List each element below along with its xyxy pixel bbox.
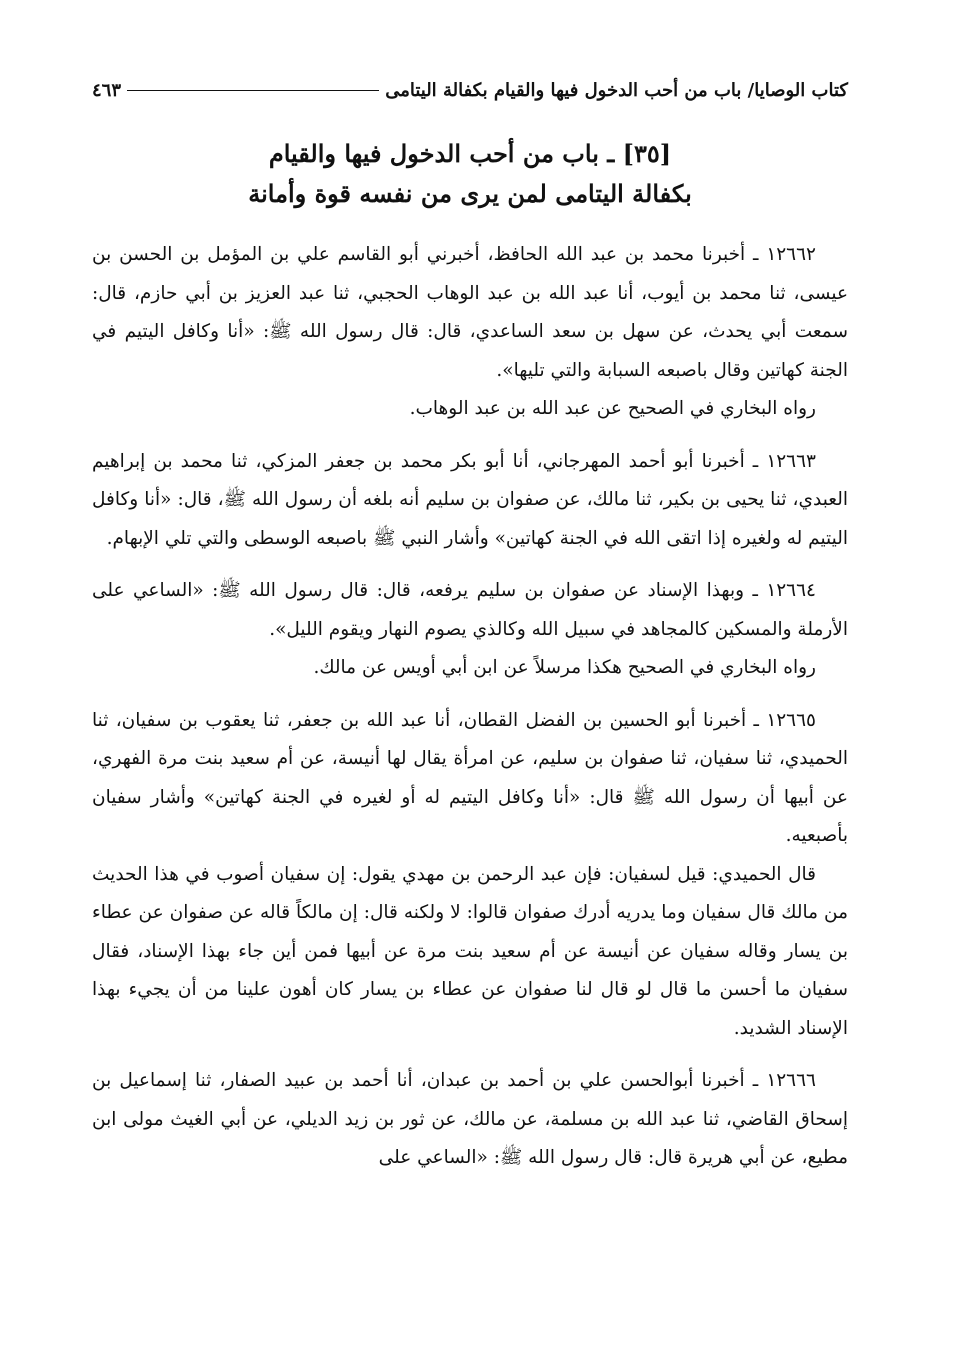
- running-header: [92, 70, 848, 110]
- hadith-12664: ١٢٦٦٤ ـ وبهذا الإسناد عن صفوان بن سليم يرفعه، قال: قال رسول الله ﷺ: «الساعي على الأرملة والمسكين كالمجاهد في سبيل الله وكالذي يصوم النهار ويقوم الليل».: [92, 580, 848, 640]
- book-page: [92, 70, 848, 1350]
- hadith-12663: ١٢٦٦٣ ـ أخبرنا أبو أحمد المهرجاني، أنا أبو بكر محمد بن جعفر المزكي، ثنا محمد بن إبراهيم العبدي، ثنا يحيى بن بكير، ثنا مالك، عن صفوان بن سليم أنه بلغه أن رسول الله ﷺ، قال: «أنا وكافل اليتيم له ولغيره إذا اتقى الله في الجنة كهاتين» وأشار النبي ﷺ باصبعه الوسطى والتي تلي الإبهام.: [92, 450, 848, 549]
- narration-note: رواه البخاري في الصحيح هكذا مرسلاً عن ابن أبي أويس عن مالك.: [313, 657, 816, 678]
- hadith-12662: ١٢٦٦٢ ـ أخبرنا محمد بن عبد الله الحافظ، أخبرني أبو القاسم علي بن المؤمل بن الحسن بن عيسى، ثنا محمد بن أيوب، أنا عبد الله بن عبد الوهاب الحجبي، ثنا عبد العزيز بن أبي حازم، قال: سمعت أبي يحدث، عن سهل بن سعد الساعدي، قال: قال رسول الله ﷺ: «أنا وكافل اليتيم في الجنة كهاتين وقال باصبعه السبابة والتي تليها».: [92, 244, 848, 381]
- hadith-12666: ١٢٦٦٦ ـ أخبرنا أبوالحسن علي بن أحمد بن عبدان، أنا أحمد بن عبيد الصفار، ثنا إسماعيل بن إسحاق القاضي، ثنا عبد الله بن مسلمة، عن مالك، عن ثور بن زيد الديلي، عن أبي الغيث مولى ابن مطيع، عن أبي هريرة قال: قال رسول الله ﷺ: «الساعي على: [92, 1070, 848, 1168]
- narration-note: رواه البخاري في الصحيح عن عبد الله بن عبد الوهاب.: [409, 398, 816, 419]
- page-number: ٤٦٣: [92, 79, 122, 101]
- header-rule: [127, 90, 379, 91]
- running-title: كتاب الوصايا/ باب من أحب الدخول فيها والقيام بكفالة اليتامى: [385, 79, 848, 101]
- chapter-title-line-2: بكفالة اليتامى لمن يرى من نفسه قوة وأمانة: [248, 179, 692, 208]
- humaydi-commentary: قال الحميدي: قيل لسفيان: فإن عبد الرحمن بن مهدي يقول: إن سفيان أصوب في هذا الحديث من مالك قال سفيان وما يدريه أدرك صفوان قالوا: لا ولكنه قال: إن مالكاً قاله عن صفوان عن عطاء بن يسار وقاله سفيان عن أنيسة عن أم سعيد بنت مرة عن أبيها فمن أين جاء بهذا الإسناد، فقال سفيان ما أحسن ما قال لو قال لنا صفوان عن عطاء بن يسار كان أهون علينا من أن يجيء بهذا الإسناد الشديد.: [92, 863, 848, 1039]
- chapter-title-line-1: [٣٥] ـ باب من أحب الدخول فيها والقيام: [268, 139, 672, 168]
- hadith-12665: ١٢٦٦٥ ـ أخبرنا أبو الحسين بن الفضل القطان، أنا عبد الله بن جعفر، ثنا يعقوب بن سفيان، ثنا الحميدي، ثنا سفيان، ثنا صفوان بن سليم، عن امرأة يقال لها أنيسة، عن أم سعيد بنت مرة الفهري، عن أبيها أن رسول الله ﷺ قال: «أنا وكافل اليتيم له أو لغيره في الجنة كهاتين» وأشار سفيان بأصبعيه.: [92, 709, 848, 846]
- chapter-title: [92, 134, 848, 214]
